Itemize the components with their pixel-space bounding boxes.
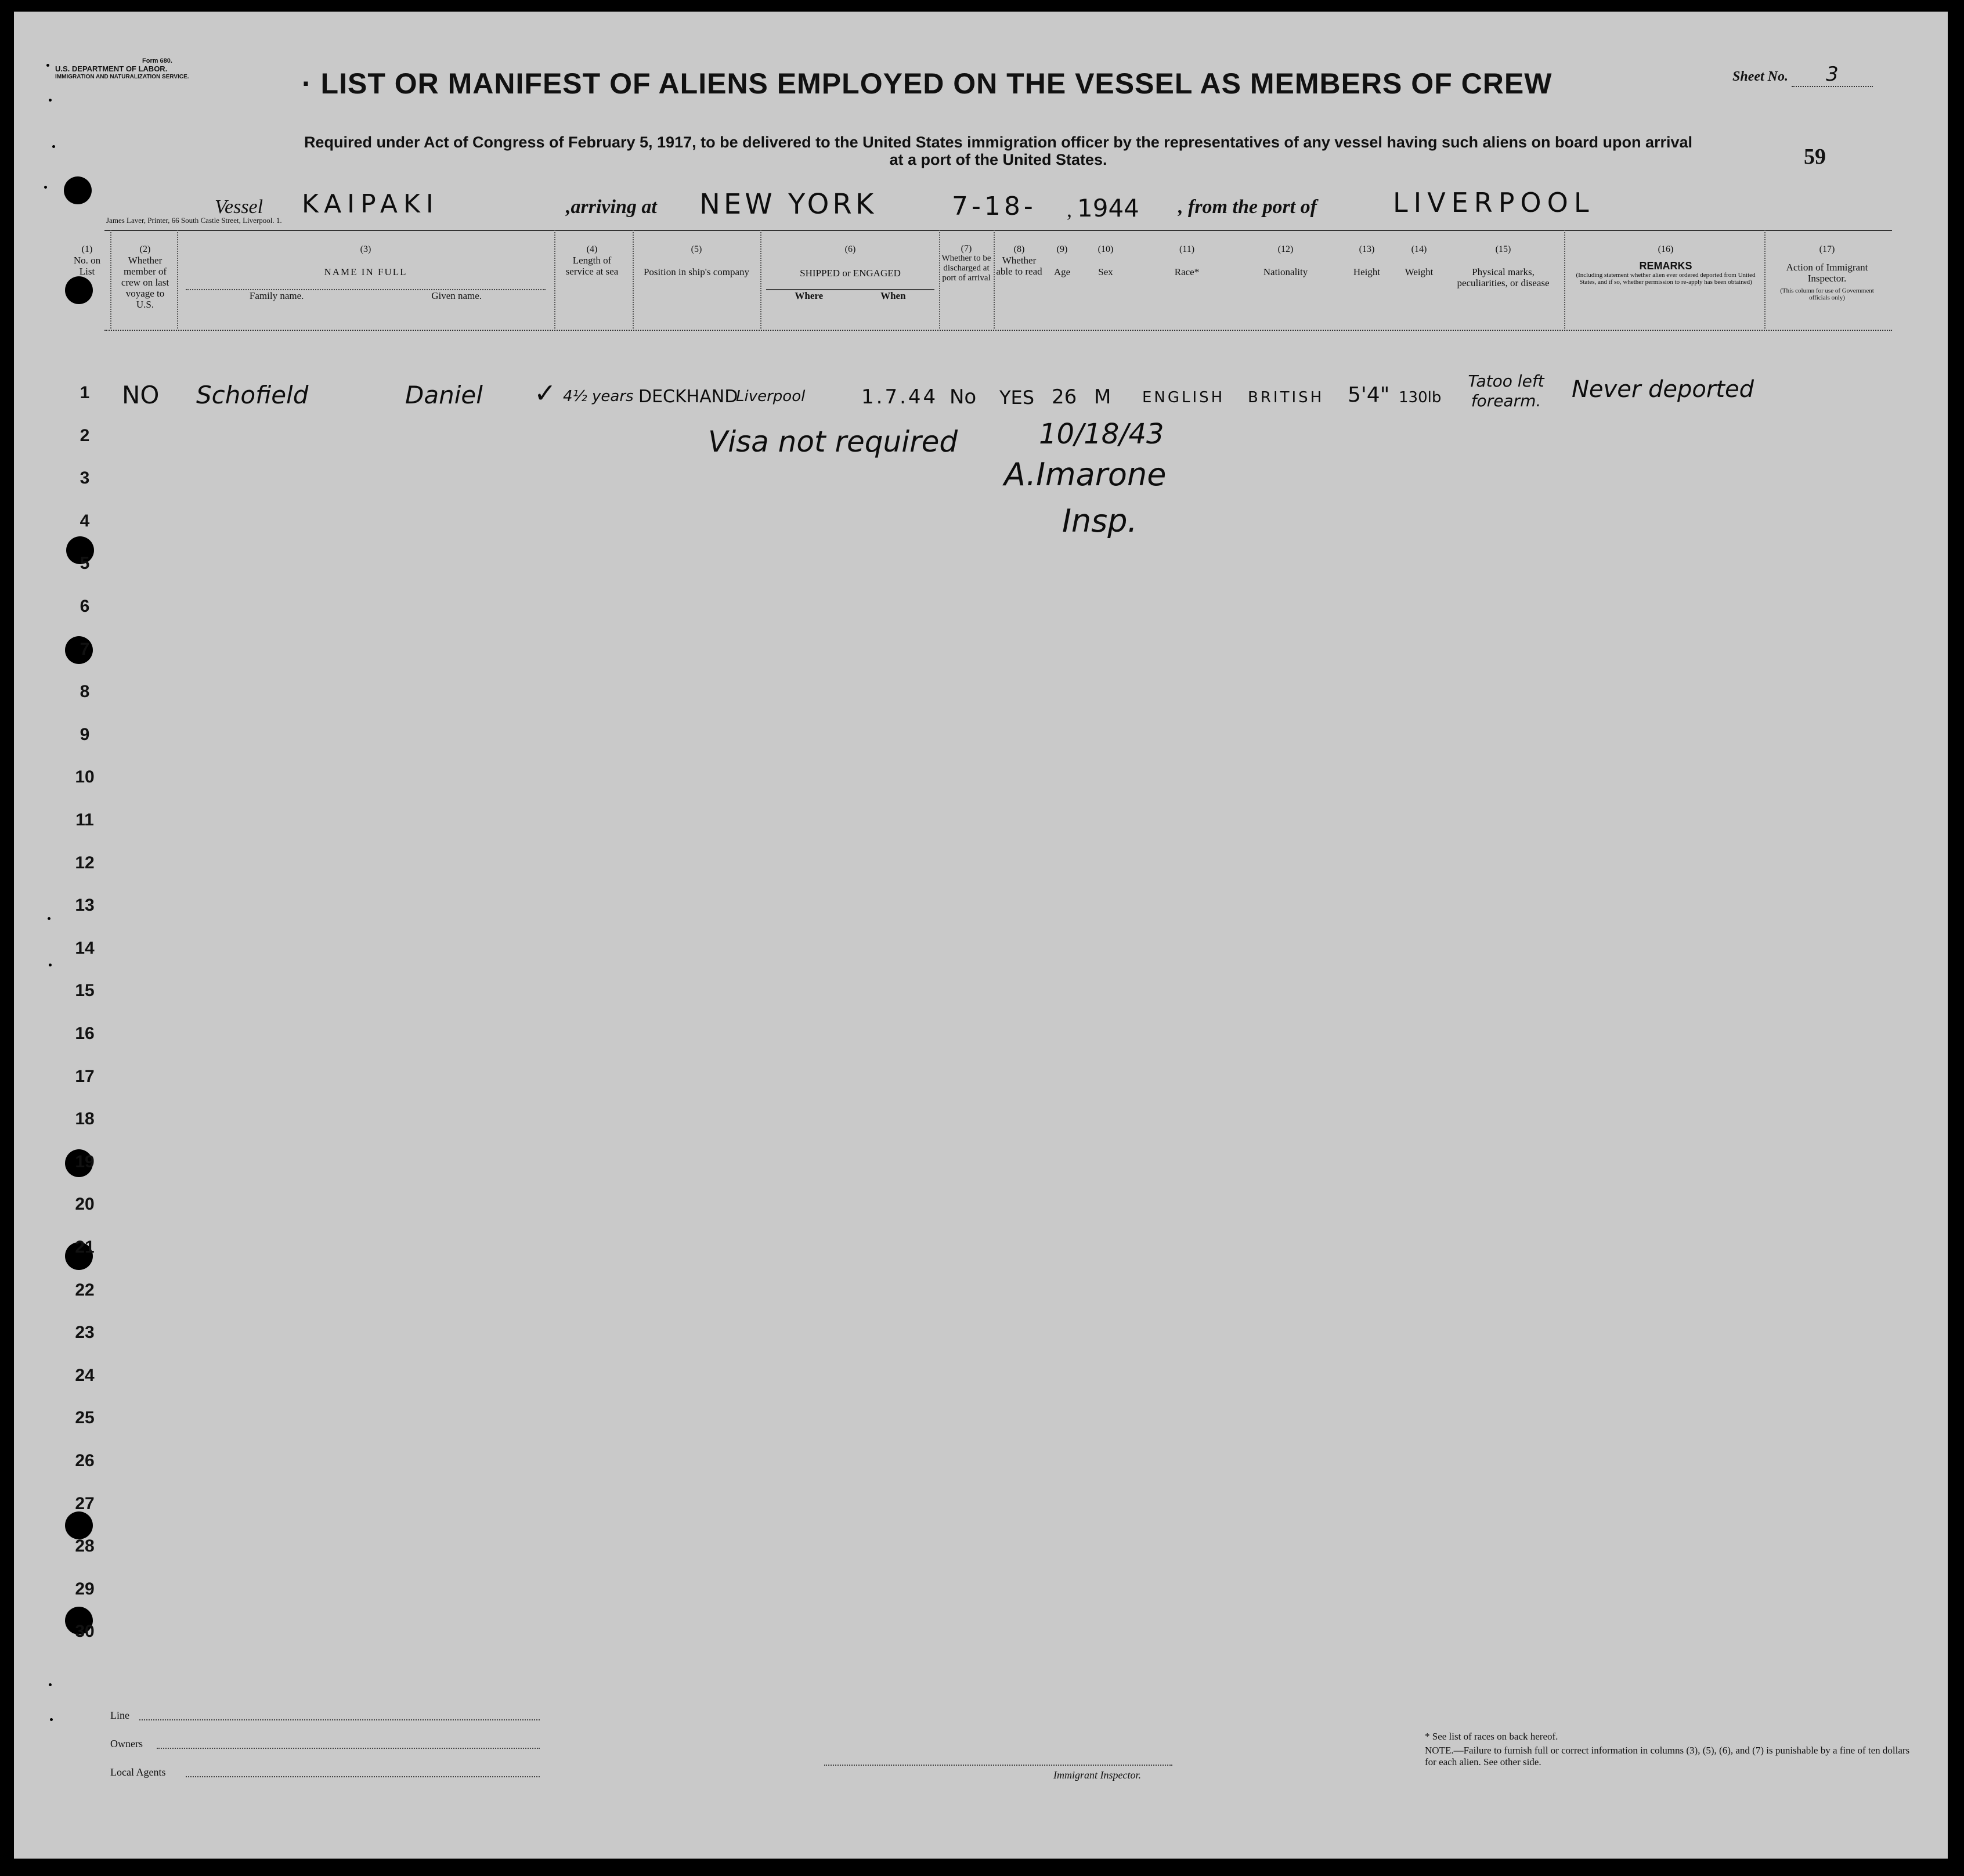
col-10-label: Sex: [1098, 266, 1113, 277]
department-name: U.S. DEPARTMENT OF LABOR.: [55, 64, 168, 73]
crew-last-voyage: NO: [122, 381, 160, 409]
requirement-line-2: at a port of the United States.: [889, 151, 1107, 168]
col-15-header: [1451, 244, 1555, 288]
row-number: 30: [75, 1622, 95, 1642]
shipped-when-label: When: [880, 290, 906, 301]
page-title: · LIST OR MANIFEST OF ALIENS EMPLOYED ON THE VESSEL AS MEMBERS OF CREW: [302, 67, 1553, 100]
col-17-header: [1769, 244, 1885, 301]
arrival-year: 1944: [1077, 194, 1139, 222]
col-16-label: REMARKS: [1639, 260, 1692, 272]
shipped-where: Liverpool: [736, 388, 806, 405]
sheet-number: 3: [1792, 63, 1873, 87]
column-divider: [939, 230, 940, 329]
col-6-label: SHIPPED or ENGAGED: [800, 268, 901, 279]
shipped-when: 1.7.44: [861, 385, 938, 409]
page-number: 59: [1804, 145, 1826, 169]
col-8-header: [996, 244, 1042, 277]
col-6-header: [766, 244, 934, 301]
physical-marks: Tatoo left forearm.: [1468, 371, 1544, 410]
shipped-where-label: Where: [795, 290, 824, 301]
weight: 130lb: [1399, 389, 1442, 406]
col-9-header: [1045, 244, 1080, 277]
row-number: 6: [80, 597, 90, 616]
row-number: 16: [75, 1024, 95, 1043]
col-2-header: [116, 244, 174, 310]
row-number: 11: [75, 810, 94, 829]
col-6-num: (6): [844, 244, 856, 254]
column-divider: [177, 230, 178, 329]
col-13-num: (13): [1359, 244, 1375, 254]
line-field: [139, 1719, 540, 1720]
col-14-header: [1393, 244, 1445, 277]
col-16-note: (Including statement whether alien ever ordered deported from United States, and if so, whether permission to re-apply has been obtained): [1576, 272, 1756, 286]
col-15-label: Physical marks, peculiarities, or disease: [1457, 266, 1550, 288]
column-divider: [554, 230, 555, 329]
race: ENGLISH: [1142, 389, 1225, 406]
col-7-header: [941, 244, 991, 283]
row-number: 22: [75, 1280, 95, 1300]
speck: [46, 64, 49, 67]
col-1-num: (1): [81, 244, 93, 254]
col-8-num: (8): [1013, 244, 1025, 254]
speck: [44, 186, 47, 189]
row-number: 23: [75, 1323, 95, 1343]
given-name: Daniel: [405, 381, 483, 409]
col-17-num: (17): [1819, 244, 1835, 254]
legal-requirement: [232, 134, 1764, 168]
col-13-header: [1341, 244, 1393, 277]
inspector-signature-line: [824, 1765, 1172, 1766]
speck: [52, 145, 55, 148]
service-name: IMMIGRATION AND NATURALIZATION SERVICE.: [55, 74, 189, 80]
row-number: 20: [75, 1195, 95, 1214]
row-number: 12: [75, 853, 95, 872]
col-13-label: Height: [1353, 266, 1381, 277]
row-number: 19: [75, 1152, 95, 1171]
from-port: LIVERPOOL: [1393, 187, 1595, 218]
col-4-num: (4): [586, 244, 598, 254]
column-divider: [994, 230, 995, 329]
speck: [50, 1718, 53, 1721]
row-number: 18: [75, 1109, 95, 1129]
col-11-num: (11): [1179, 244, 1195, 254]
inspector-signature: A.Imarone: [1004, 456, 1167, 493]
annotation-date: 10/18/43: [1039, 418, 1164, 450]
header-top-rule: [104, 230, 1892, 231]
owners-label: Owners: [110, 1738, 143, 1749]
arrival-date: 7-18-: [952, 192, 1037, 221]
col-6-subheaders: [766, 289, 934, 301]
row-number: 2: [80, 425, 90, 445]
col-15-num: (15): [1495, 244, 1511, 254]
col-3-subheaders: [186, 289, 546, 301]
row-number: 14: [75, 938, 95, 958]
col-11-label: Race*: [1174, 266, 1200, 277]
col-12-header: [1242, 244, 1329, 277]
row-number: 25: [75, 1408, 95, 1428]
column-divider: [1564, 230, 1565, 329]
speck: [48, 917, 50, 920]
col-12-num: (12): [1277, 244, 1294, 254]
inspector-title: Insp.: [1062, 503, 1138, 539]
printer-imprint: James Laver, Printer, 66 South Castle Street, Liverpool. 1.: [106, 216, 282, 225]
punch-hole: [65, 276, 93, 304]
col-7-num: (7): [961, 244, 972, 254]
row-number: 29: [75, 1579, 95, 1599]
column-divider: [760, 230, 761, 329]
length-of-service: 4½ years: [563, 388, 634, 405]
row-number: 15: [75, 981, 95, 1001]
row-number: 10: [75, 767, 95, 787]
column-divider: [110, 230, 111, 329]
family-name-label: Family name.: [249, 290, 304, 301]
visa-annotation: Visa not required: [708, 425, 958, 459]
age: 26: [1052, 385, 1077, 409]
race-footnote: * See list of races on back hereof.: [1425, 1731, 1558, 1742]
punch-hole: [65, 1511, 93, 1539]
column-divider: [633, 230, 634, 329]
requirement-line-1: Required under Act of Congress of February 5, 1917, to be delivered to the United States immigration officer by the representatives of any vessel having such aliens on board upon arrival: [304, 134, 1693, 151]
col-3-num: (3): [360, 244, 371, 254]
row-number: 5: [80, 554, 90, 573]
col-5-label: Position in ship's company: [643, 266, 750, 277]
sex: M: [1094, 385, 1111, 409]
arrival-year-field: , 1944: [1067, 194, 1139, 222]
col-1-label: No. on List: [73, 255, 101, 277]
owners-field: [157, 1748, 540, 1749]
form-number: Form 680.: [142, 57, 172, 64]
immigrant-inspector-label: Immigrant Inspector.: [1053, 1769, 1141, 1781]
punch-hole: [64, 176, 92, 204]
sheet-number-field: [1732, 63, 1873, 87]
col-9-num: (9): [1056, 244, 1068, 254]
col-17-label: Action of Immigrant Inspector.: [1786, 262, 1868, 284]
vessel-name: KAIPAKI: [302, 189, 439, 219]
row-number: 27: [75, 1493, 95, 1513]
row-number: 17: [75, 1066, 95, 1086]
discharged: No: [949, 385, 977, 409]
col-3-header: [186, 244, 546, 301]
col-17-note: (This column for use of Government officials only): [1780, 287, 1874, 301]
row-number: 7: [80, 639, 90, 659]
header-bottom-rule: [104, 330, 1892, 331]
arriving-port: NEW YORK: [699, 188, 878, 221]
vessel-label: Vessel: [215, 196, 263, 218]
col-14-num: (14): [1411, 244, 1427, 254]
row-number: 24: [75, 1365, 95, 1385]
col-5-header: [638, 244, 754, 277]
row-number: 1: [80, 383, 90, 402]
row-number: 9: [80, 724, 90, 744]
row-number: 26: [75, 1451, 95, 1470]
title-text: LIST OR MANIFEST OF ALIENS EMPLOYED ON THE VESSEL AS MEMBERS OF CREW: [320, 67, 1553, 100]
col-4-header: [563, 244, 621, 277]
local-agents-label: Local Agents: [110, 1766, 166, 1778]
col-12-label: Nationality: [1263, 266, 1308, 277]
col-10-header: [1085, 244, 1126, 277]
row-number: 21: [75, 1238, 95, 1257]
col-4-label: Length of service at sea: [565, 255, 619, 277]
col-9-label: Age: [1053, 266, 1071, 277]
col-16-num: (16): [1658, 244, 1674, 254]
row-number: 8: [80, 682, 90, 702]
col-7-label: Whether to be discharged at port of arrival: [941, 254, 991, 283]
row-number: 28: [75, 1536, 95, 1556]
given-name-label: Given name.: [431, 290, 482, 301]
local-agents-field: [186, 1776, 540, 1777]
col-14-label: Weight: [1405, 266, 1434, 277]
arriving-label: ,arriving at: [566, 196, 657, 218]
col-2-num: (2): [139, 244, 151, 254]
penalty-note: NOTE.—Failure to furnish full or correct information in columns (3), (5), (6), and (7) is punishable by a fine of ten dollars for each alien. See other side.: [1425, 1745, 1910, 1767]
col-3-label: NAME IN FULL: [324, 266, 407, 277]
row-number: 3: [80, 468, 90, 488]
col-10-num: (10): [1097, 244, 1114, 254]
col-5-num: (5): [691, 244, 702, 254]
col-2-label: Whether member of crew on last voyage to U.S.: [121, 255, 169, 310]
position: DECKHAND: [638, 387, 738, 407]
column-divider: [1764, 230, 1766, 329]
family-name: Schofield: [196, 381, 309, 409]
col-1-header: [70, 244, 104, 277]
sheet-label: Sheet No.: [1732, 69, 1788, 84]
height: 5'4": [1348, 383, 1390, 407]
nationality: BRITISH: [1248, 389, 1324, 406]
row-number: 4: [80, 511, 90, 531]
row-number: 13: [75, 896, 95, 915]
checkmark-icon: ✓: [534, 377, 557, 409]
speck: [49, 964, 52, 966]
able-to-read: YES: [999, 387, 1035, 409]
col-16-header: [1573, 244, 1759, 286]
speck: [49, 99, 52, 102]
from-port-label: , from the port of: [1178, 196, 1317, 218]
remarks: Never deported: [1572, 376, 1754, 403]
line-label: Line: [110, 1709, 129, 1721]
col-11-header: [1149, 244, 1225, 277]
speck: [49, 1683, 52, 1686]
col-8-label: Whether able to read: [996, 255, 1042, 277]
department-block: [55, 57, 189, 81]
